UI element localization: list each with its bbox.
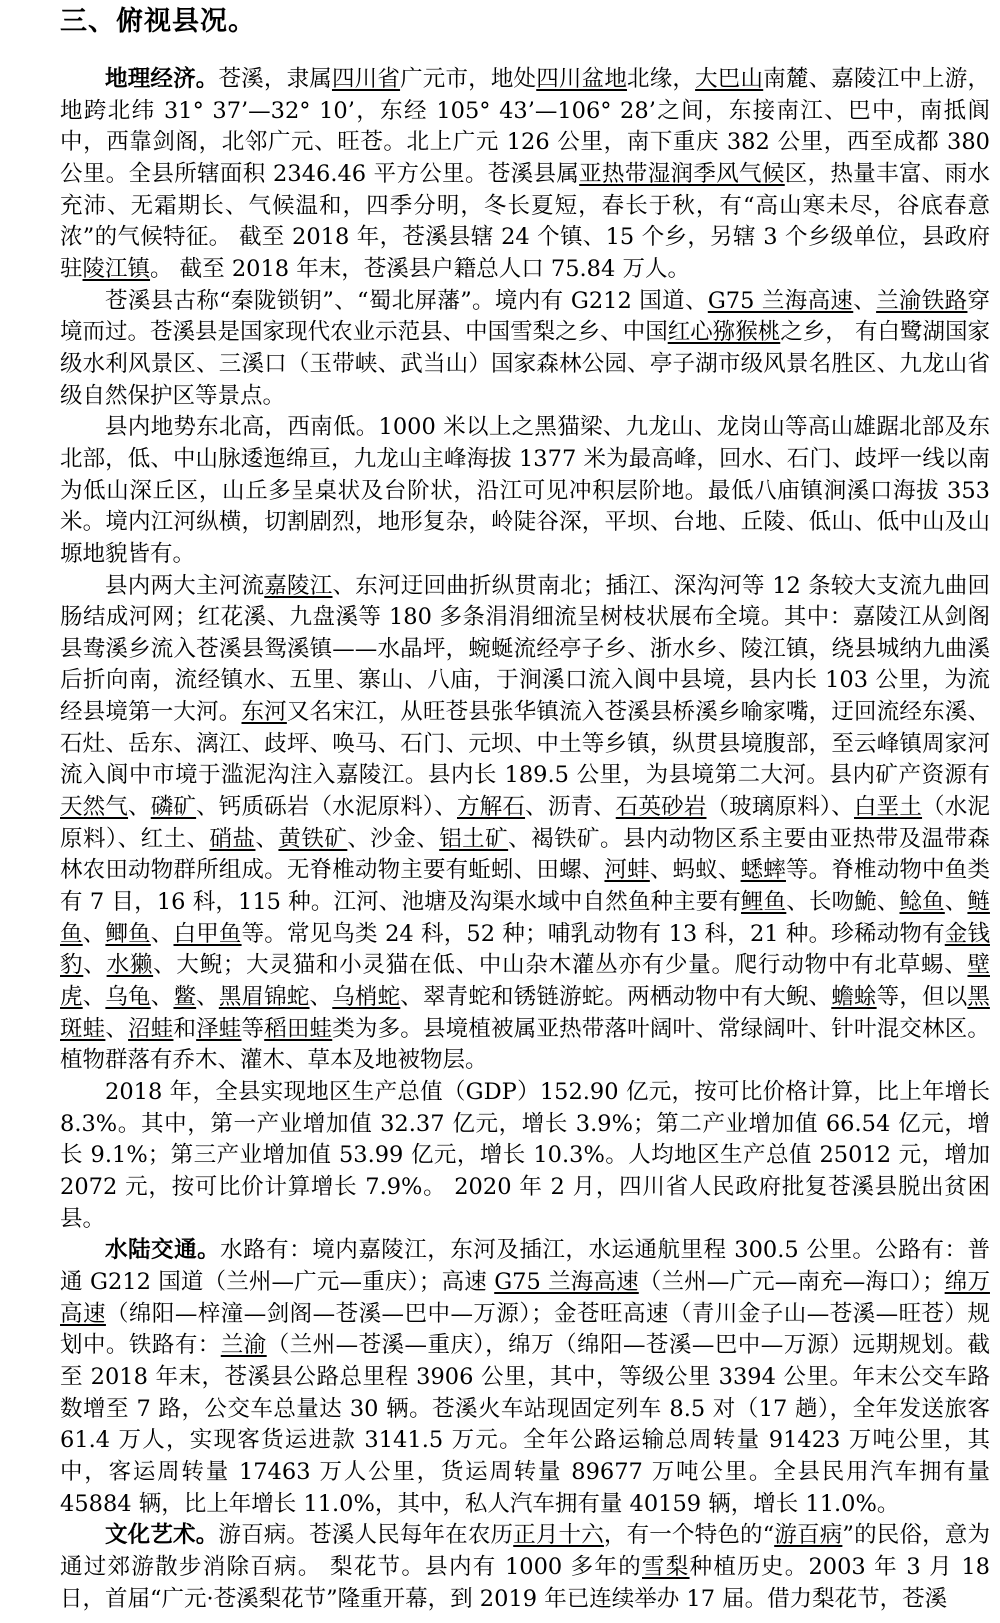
text-run: 、 [128,794,151,821]
text-run: 、褐铁矿。县内动物区系主要由亚热带及温带森林农田动物群所组成。无脊椎动物主要有蚯蚓、田螺、 [60,825,990,884]
underlined-term: 天然气 [60,794,129,821]
underlined-term: 鲫鱼 [105,920,151,947]
text-run: 和 [173,1015,197,1042]
text-run: 、 [105,1015,129,1042]
text-run: 2018 年，全县实现地区生产总值（GDP）152.90 亿元，按可比价格计算，比上年增长 8.3%。其中，第一产业增加值 32.37 亿元，增长 3.9%；第二产业增加值 66.54 亿元，增长 9.1%；第三产业增加值 53.99 亿元，增长 10.3%。人均地区生产总值 25012 元，增加 2072 元，按可比价计算增长 7.9%。 2020 年 2 月，四川省人民政府批复苍溪县脱出贫困县。 [60,1079,990,1232]
text-run: 水路有：境内嘉陵江，东河及插江，水运通航里程 300.5 公里。公路有：普通 G212 国道（兰州—广元—重庆）；高速 [60,1237,990,1295]
underlined-term: 铝土矿 [439,825,509,852]
text-run: （绵阳—梓潼—剑阁—苍溪—巴中—万源）；金苍旺高速（青川金子山—苍溪—旺苍）规划中。铁路有： [60,1300,990,1359]
paragraph-7 [60,1520,990,1615]
underlined-term: 蟋蟀 [740,857,786,884]
paragraph-5 [60,1077,990,1235]
underlined-term: 蟾蜍 [831,984,877,1011]
text-run: 南麓、嘉陵江中上游，地跨北纬 31° 37’—32° 10’，东经 105° 43’—106° 28’之间，东接南江、巴中，南抵阆中，西靠剑阁，北邻广元、旺苍。北上广元 126 公里，南下重庆 382 公里，西至成都 380 公里。全县所辖面积 2346.46 平方公里。苍溪县属 [60,66,990,187]
text-run: 、长吻鮠、 [786,889,900,916]
paragraph-title: 文化艺术。 [105,1522,219,1549]
text-run: 、 [309,984,333,1011]
text-run: 、东河迂回曲折纵贯南北；插江、深沟河等 12 条较大支流九曲回肠结成河网；红花溪、九盘溪等 180 多条涓涓细流呈树枝状展布全境。其中：嘉陵江从剑阁县鸯溪乡流入苍溪县鸳溪镇——水晶坪，蜿蜒流经亭子乡、浙水乡、陵江镇，绕县城纳九曲溪后折向南，流经镇水、五里、寨山、八庙，于涧溪口流入阆中县境，县内长 103 公里，为流经县境第一大河。 [60,572,990,726]
paragraph-title: 地理经济。 [105,66,219,92]
underlined-term: 嘉陵江 [264,572,333,599]
text-run: 之乡， 有白鹭湖国家级水利风景区、三溪口（玉带峡、武当山）国家森林公园、亭子湖市级风景名胜区、九龙山省级自然保护区等景点。 [60,319,990,409]
paragraph-2 [60,286,990,413]
text-run: 广元市，地处 [400,66,537,92]
text-run: 、 [255,825,279,852]
underlined-term: 鲶鱼 [899,889,945,916]
text-run: 等。常见鸟类 24 科，52 种；哺乳动物有 13 科，21 种。珍稀动物有 [241,920,945,947]
text-run: 、 [196,984,219,1011]
text-run: 、 [82,984,106,1011]
text-run: 县内地势东北高，西南低。1000 米以上之黑猫梁、九龙山、龙岗山等高山雄踞北部及东北部，低、中山脉逶迤绵亘，九龙山主峰海拔 1377 米为最高峰，回水、石门、歧坪一线以南为低山深丘区，山丘多呈桌状及台阶状，沿江可见冲积层阶地。最低八庙镇涧溪口海拔 353 米。境内江河纵横，切割剧烈，地形复杂，岭陡谷深，平坝、台地、丘陵、低山、低中山及山塬地貌皆有。 [60,414,990,567]
text-run: 、 [944,889,968,916]
text-run: 北缘， [627,66,696,92]
text-run: 等，但以 [876,984,968,1011]
underlined-term: 金钱豹 [60,920,990,979]
paragraph-3 [60,412,990,570]
text-run: 、 [83,952,107,979]
underlined-term: 兰渝铁路 [876,287,968,314]
text-run: 种植历史。2003 年 3 月 18 日，首届“广元·苍溪梨花节”隆重开幕，到 2019 年已连续举办 17 届。借力梨花节，苍溪 [60,1553,990,1612]
underlined-term: 四川省 [331,66,401,92]
underlined-term: 硝盐 [209,825,256,852]
underlined-term: 乌梢蛇 [332,984,401,1011]
paragraph-4 [60,571,990,1078]
text-run: 、蚂蚁、 [649,857,741,884]
text-run: 、大鲵；大灵猫和小灵猫在低、中山杂木灌丛亦有少量。爬行动物中有北草蜴、 [153,952,968,979]
text-run: ”的民俗，意为通过郊游散步消除百病。 梨花节。县内有 1000 多年的 [60,1522,990,1580]
text-run: 苍溪，隶属 [218,66,332,92]
underlined-term: 黄铁矿 [278,825,348,852]
text-run: 、 [82,920,106,947]
underlined-term: 四川盆地 [536,66,628,92]
underlined-term: 沼蛙 [128,1015,174,1042]
underlined-term: 磷矿 [150,794,197,821]
paragraph-1 [60,64,990,286]
text-run: （水泥原料）、红土、 [60,794,990,852]
underlined-term: 石英砂岩 [615,794,707,821]
text-run: （兰州—苍溪—重庆），绵万（绵阳—苍溪—巴中—万源）远期规划。截至 2018 年末，苍溪县公路总里程 3906 公里，其中，等级公里 3394 公里。年末公交车路数增至 7 路，公交车总量达 30 辆。苍溪火车站现固定列车 8.5 对（17 趟），全年发送旅客 61.4 万人，实现客货运进款 3141.5 万元。全年公路运输总周转量 91423 万吨公里，其中，客运周转量 17463 万人公里，货运周转量 89677 万吨公里。全县民用汽车拥有量 45884 辆，比上年增长 11.0%，其中，私人汽车拥有量 40159 辆，增长 11.0%。 [60,1332,990,1517]
underlined-term: 大巴山 [695,66,764,92]
paragraph-6 [60,1235,990,1520]
text-run: 、 [150,920,174,947]
underlined-term: 游百病 [774,1522,843,1549]
underlined-term: 亚热带湿润季风气候 [579,160,785,187]
underlined-term: 鲤鱼 [741,889,787,916]
underlined-term: 红心猕猴桃 [667,319,781,346]
text-run: 穿境而过。苍溪县是国家现代农业示范县、中国雪梨之乡、中国 [60,287,990,346]
underlined-term: 壁虎 [60,952,990,1011]
text-run: 。 截至 2018 年末，苍溪县户籍总人口 75.84 万人。 [150,255,690,282]
text-run: 等。脊椎动物中鱼类有 7 目，16 科，115 种。江河、池塘及沟渠水域中自然鱼种主要有 [60,857,990,916]
text-run: 又名宋江，从旺苍县张华镇流入苍溪县桥溪乡喻家嘴，迂回流经东溪、石灶、岳东、漓江、歧坪、唤马、石门、元坝、中土等乡镇，纵贯县境腹部，至云峰镇周家河流入阆中市境于滥泥沟注入嘉陵江。县内长 189.5 公里，为县境第二大河。县内矿产资源有 [60,699,990,789]
underlined-term: 白甲鱼 [173,920,242,947]
text-run: 、 [150,984,174,1011]
text-run: 、翠青蛇和锈链游蛇。两栖动物中有大鲵、 [400,984,832,1011]
text-run: （玻璃原料）、 [706,794,854,821]
text-run: 、 [853,287,877,314]
underlined-term: 兰渝 [220,1332,267,1359]
text-run: 苍溪县古称“秦陇锁钥”、“蜀北屏藩”。境内有 G212 国道、 [105,287,708,314]
underlined-term: 鲢鱼 [60,889,990,947]
underlined-term: 稻田蛙 [264,1015,333,1042]
text-run: 等 [241,1015,265,1042]
text-run: 、沥青、 [525,794,616,821]
underlined-term: 正月十六 [513,1522,604,1549]
underlined-term: 陵江镇 [82,255,151,282]
underlined-term: 白垩土 [854,794,923,821]
text-run: 县内两大主河流 [105,572,265,599]
underlined-term: 泽蛙 [196,1015,242,1042]
text-run: 、沙金、 [347,825,440,852]
text-run: （兰州—广元—南充—海口）； [638,1268,945,1295]
underlined-term: G75 兰海高速 [494,1268,639,1295]
underlined-term: 水獭 [106,952,154,979]
paragraph-title: 水陆交通。 [105,1237,221,1264]
text-run: ，有一个特色的“ [603,1522,775,1549]
text-run: 区，热量丰富、雨水充沛、无霜期长、气候温和，四季分明，冬长夏短，春长于秋，有“高山寒未尽，谷底春意浓”的气候特征。 截至 2018 年，苍溪县辖 24 个镇、15 个乡，另辖 3 个乡级单位，县政府驻 [60,160,990,282]
underlined-term: 黑斑蛙 [60,984,990,1042]
underlined-term: 乌龟 [105,984,151,1011]
underlined-term: 方解石 [457,794,526,821]
text-run: 类为多。县境植被属亚热带落叶阔叶、常绿阔叶、针叶混交林区。植物群落有乔木、灌木、草本及地被物层。 [60,1015,990,1074]
underlined-term: 鳖 [173,984,197,1011]
section-heading: 三、俯视县况。 [60,6,256,37]
underlined-term: 雪梨 [642,1553,690,1580]
text-run: 游百病。苍溪人民每年在农历 [218,1522,514,1549]
document-body [60,64,990,1615]
underlined-term: 东河 [241,699,287,726]
text-run: 、钙质砾岩（水泥原料）、 [196,794,457,821]
underlined-term: 绵万高速 [60,1268,990,1327]
underlined-term: 黑眉锦蛇 [218,984,310,1011]
underlined-term: 河蚌 [604,857,650,884]
underlined-term: G75 兰海高速 [707,287,854,314]
